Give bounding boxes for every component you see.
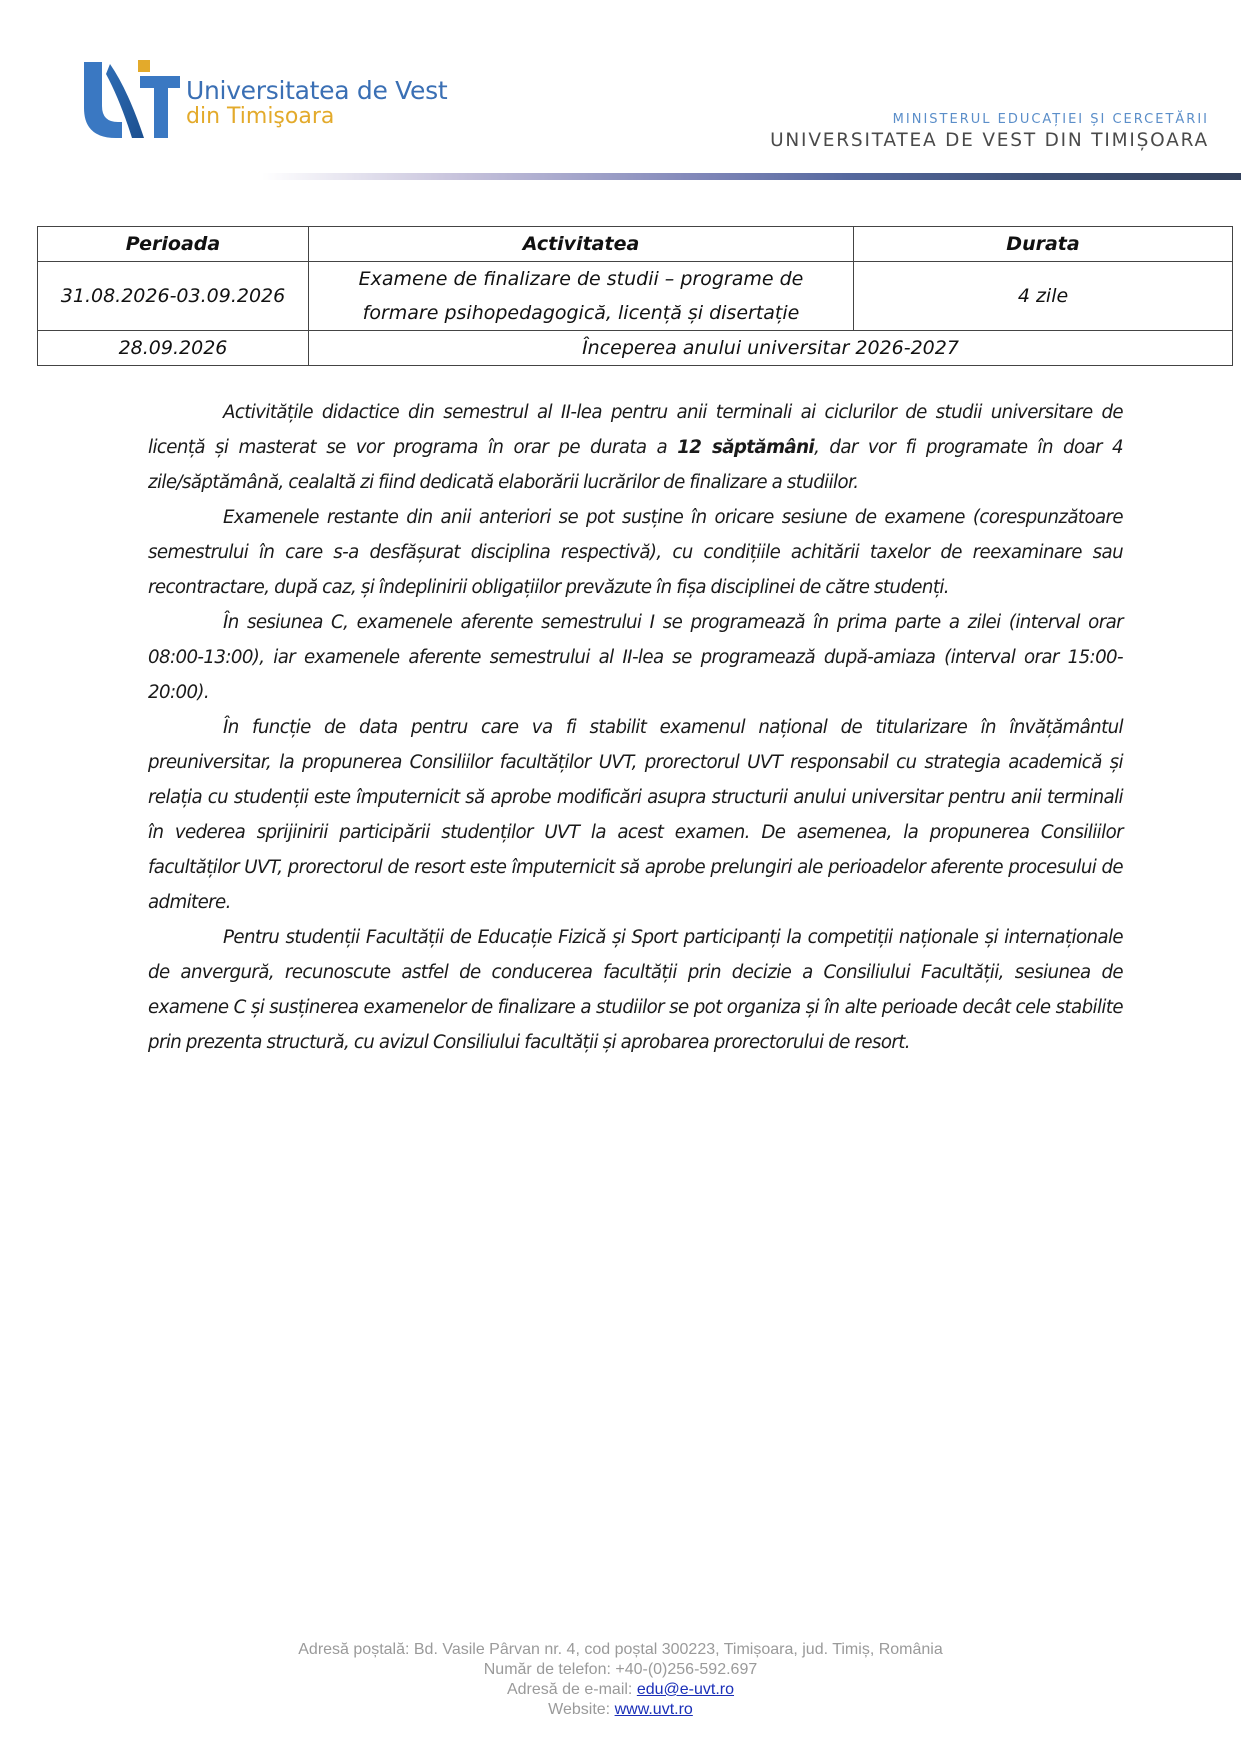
column-header-period: Perioada <box>38 227 309 262</box>
table-row <box>38 262 1233 331</box>
table-header-row <box>38 227 1233 262</box>
website-link[interactable]: www.uvt.ro <box>614 1701 693 1718</box>
footer-phone: Număr de telefon: +40-(0)256-592.697 <box>483 1661 758 1678</box>
cell-period: 28.09.2026 <box>38 331 309 366</box>
university-logo <box>82 60 482 150</box>
paragraph: În funcție de data pentru care va fi stabilit examenul național de titularizare în învățământul preuniversitar, la propunerea Consiliilor facultăților UVT, prorectorul UVT responsabil cu strategia academică și relația cu studenții este împuternicit să aprobe modificări asupra structurii anului universitar pentru anii terminali în vederea sprijinirii participării studenților UVT la acest examen. De asemenea, la propunerea Consiliilor facultăților UVT, prorectorul de resort este împuternicit să aprobe prelungiri ale perioadelor aferente procesului de admitere. <box>148 717 1123 913</box>
paragraph-text: , dar vor fi programate în doar 4 zile/săptămână, cealaltă zi fiind dedicată elaborării lucrărilor de finalizare a studiilor. <box>148 437 1124 493</box>
logo-name-line1: Universitatea de Vest <box>186 76 448 105</box>
paragraph: Pentru studenții Facultății de Educație Fizică și Sport participanți la competiții naționale și internaționale de anvergură, recunoscute astfel de conducerea facultății prin decizie a Consiliului Facultății, sesiunea de examene C și susținerea examenelor de finalizare a studiilor se pot organiza și în alte perioade decât cele stabilite prin prezenta structură, cu avizul Consiliului facultății și aprobarea prorectorului de resort. <box>148 927 1123 1053</box>
cell-duration: 4 zile <box>854 262 1233 331</box>
column-header-activity: Activitatea <box>309 227 854 262</box>
footer-email-label: Adresă de e-mail: <box>506 1681 637 1698</box>
page-footer <box>0 1640 1241 1720</box>
uvt-emblem-icon <box>82 60 182 140</box>
email-link[interactable]: edu@e-uvt.ro <box>636 1681 735 1698</box>
paragraph <box>148 395 1123 500</box>
footer-website-label: Website: <box>548 1701 615 1718</box>
ministry-title: MINISTERUL EDUCAȚIEI ȘI CERCETĂRII <box>892 112 1209 127</box>
paragraph-text: Activitățile didactice din semestrul al II-lea pentru anii terminali ai ciclurilor de studii universitare de licență și masterat se vor programa în orar pe durata a <box>148 402 1123 458</box>
document-body <box>148 395 1123 1060</box>
emphasis-text: 12 săptămâni <box>677 437 815 458</box>
paragraph: În sesiunea C, examenele aferente semestrului I se programează în prima parte a zilei (interval orar 08:00-13:00), iar examenele aferente semestrului al II-lea se programează după-amiaza (interval orar 15:00-20:00). <box>148 612 1123 703</box>
footer-website <box>0 1700 1241 1720</box>
university-title: UNIVERSITATEA DE VEST DIN TIMIȘOARA <box>770 130 1209 151</box>
table-row <box>38 331 1233 366</box>
activity-line: formare psihopedagogică, licență și disertație <box>362 302 800 324</box>
footer-email <box>0 1680 1241 1700</box>
footer-address: Adresă poștală: Bd. Vasile Pârvan nr. 4, cod poștal 300223, Timișoara, jud. Timiș, România <box>298 1641 943 1658</box>
paragraph: Examenele restante din anii anteriori se pot susține în oricare sesiune de examene (corespunzătoare semestrului în care s-a desfășurat disciplina respectivă), cu condițiile achitării taxelor de reexaminare sau recontractare, după caz, și îndeplinirii obligațiilor prevăzute în fișa disciplinei de către studenți. <box>148 507 1123 598</box>
column-header-duration: Durata <box>854 227 1233 262</box>
cell-activity <box>309 262 854 331</box>
letterhead <box>770 112 1209 151</box>
cell-period: 31.08.2026-03.09.2026 <box>38 262 309 331</box>
activity-line: Examene de finalizare de studii – programe de <box>358 268 804 290</box>
header-divider <box>262 173 1241 180</box>
schedule-table <box>37 226 1233 366</box>
cell-activity: Începerea anului universitar 2026-2027 <box>309 331 1233 366</box>
logo-name-line2: din Timişoara <box>186 104 335 129</box>
